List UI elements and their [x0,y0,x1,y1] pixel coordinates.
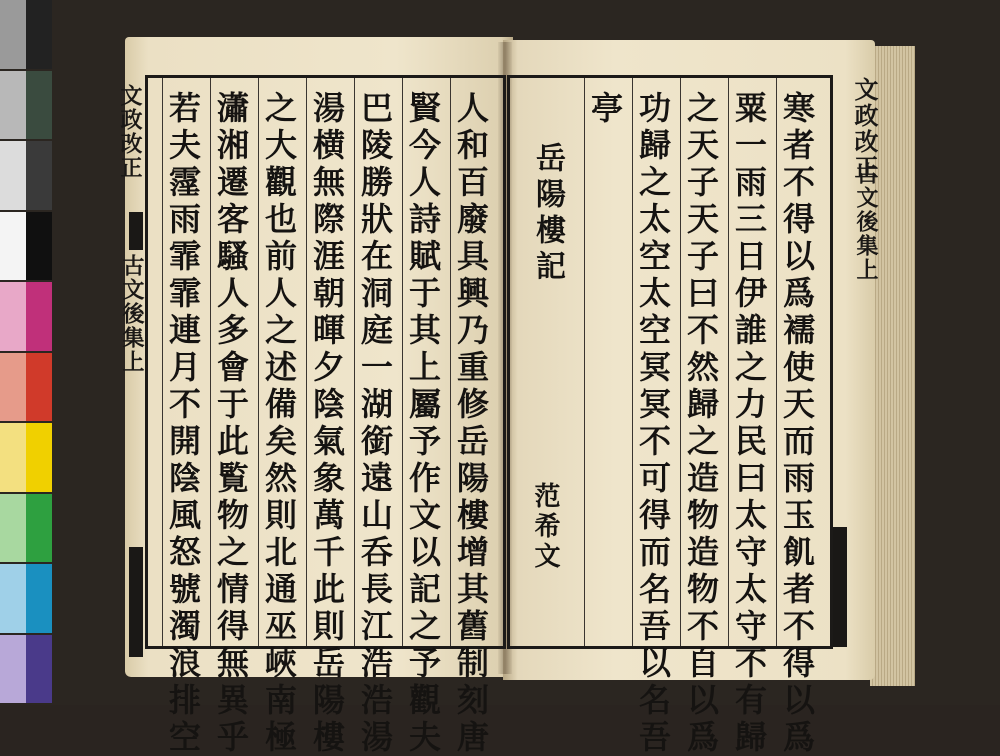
color-swatch [0,423,52,492]
color-swatch [0,635,52,704]
column-rule [632,78,633,646]
color-swatch [0,71,52,140]
swatch-light [0,635,26,704]
swatch-dark [26,635,52,704]
left-text-column: 若 夫 霪 雨 霏 霏 連 月 不 開 陰 風 怒 號 濁 浪 排 空 [168,89,201,756]
color-swatch [0,141,52,210]
swatch-light [0,494,26,563]
swatch-dark [26,564,52,633]
swatch-light [0,212,26,281]
left-margin-head: 文政改正 [117,84,143,180]
essay-author: 范希文 [530,482,560,572]
right-text-column: 粟 一 雨 三 日 伊 誰 之 力 民 曰 太 守 太 守 不 有 歸 [734,89,767,756]
color-swatch [0,212,52,281]
right-margin-head: 文政改正 [850,77,879,181]
right-text-column: 之 天 子 天 子 曰 不 然 歸 之 造 物 造 物 不 自 以 爲 [686,89,719,756]
swatch-dark [26,282,52,351]
swatch-light [0,71,26,140]
swatch-dark [26,71,52,140]
column-rule [306,78,307,646]
column-rule [162,78,163,646]
color-swatch [0,353,52,422]
swatch-dark [26,353,52,422]
left-text-frame [145,75,506,756]
right-margin-fishtail [833,527,847,647]
color-swatch [0,564,52,633]
column-rule [584,78,585,646]
swatch-dark [26,212,52,281]
color-swatch [0,494,52,563]
column-rule [728,78,729,646]
left-text-column: 賢 今 人 詩 賦 于 其 上 屬 予 作 文 以 記 之 予 觀 夫 [408,89,441,756]
right-text-column: 功 歸 之 太 空 太 空 冥 冥 不 可 得 而 名 吾 以 名 吾 [638,89,671,756]
color-swatch [0,282,52,351]
open-book [115,22,915,756]
column-rule [354,78,355,646]
swatch-light [0,353,26,422]
right-margin-title: 古文後集上 [853,162,879,282]
essay-title: 岳陽樓記 [530,142,565,286]
swatch-light [0,141,26,210]
left-text-column: 瀟 湘 遷 客 騷 人 多 會 于 此 覧 物 之 情 得 無 異 乎 [216,89,249,756]
column-rule [210,78,211,646]
column-rule [258,78,259,646]
swatch-dark [26,0,52,69]
right-text-column: 寒 者 不 得 以 爲 襦 使 天 而 雨 玉 飢 者 不 得 以 爲 [782,89,815,756]
left-text-column: 之 大 觀 也 前 人 之 述 備 矣 然 則 北 通 巫 峽 南 極 [264,89,297,756]
swatch-light [0,0,26,69]
color-swatch [0,0,52,69]
left-margin-mark [129,212,143,250]
left-margin-title: 古文後集上 [119,254,145,374]
column-rule [402,78,403,646]
left-text-column: 人 和 百 廢 具 興 乃 重 修 岳 陽 樓 增 其 舊 制 刻 唐 [456,89,489,756]
swatch-dark [26,423,52,492]
column-rule [450,78,451,646]
swatch-light [0,282,26,351]
left-text-column: 巴 陵 勝 狀 在 洞 庭 一 湖 銜 遠 山 呑 長 江 浩 浩 湯 [360,89,393,756]
swatch-light [0,423,26,492]
right-text-column: 亭 [590,89,623,127]
swatch-dark [26,141,52,210]
swatch-dark [26,494,52,563]
column-rule [680,78,681,646]
column-rule [776,78,777,646]
left-margin-fishtail [129,547,143,657]
swatch-light [0,564,26,633]
left-text-column: 湯 横 無 際 涯 朝 暉 夕 陰 氣 象 萬 千 此 則 岳 陽 樓 [312,89,345,756]
